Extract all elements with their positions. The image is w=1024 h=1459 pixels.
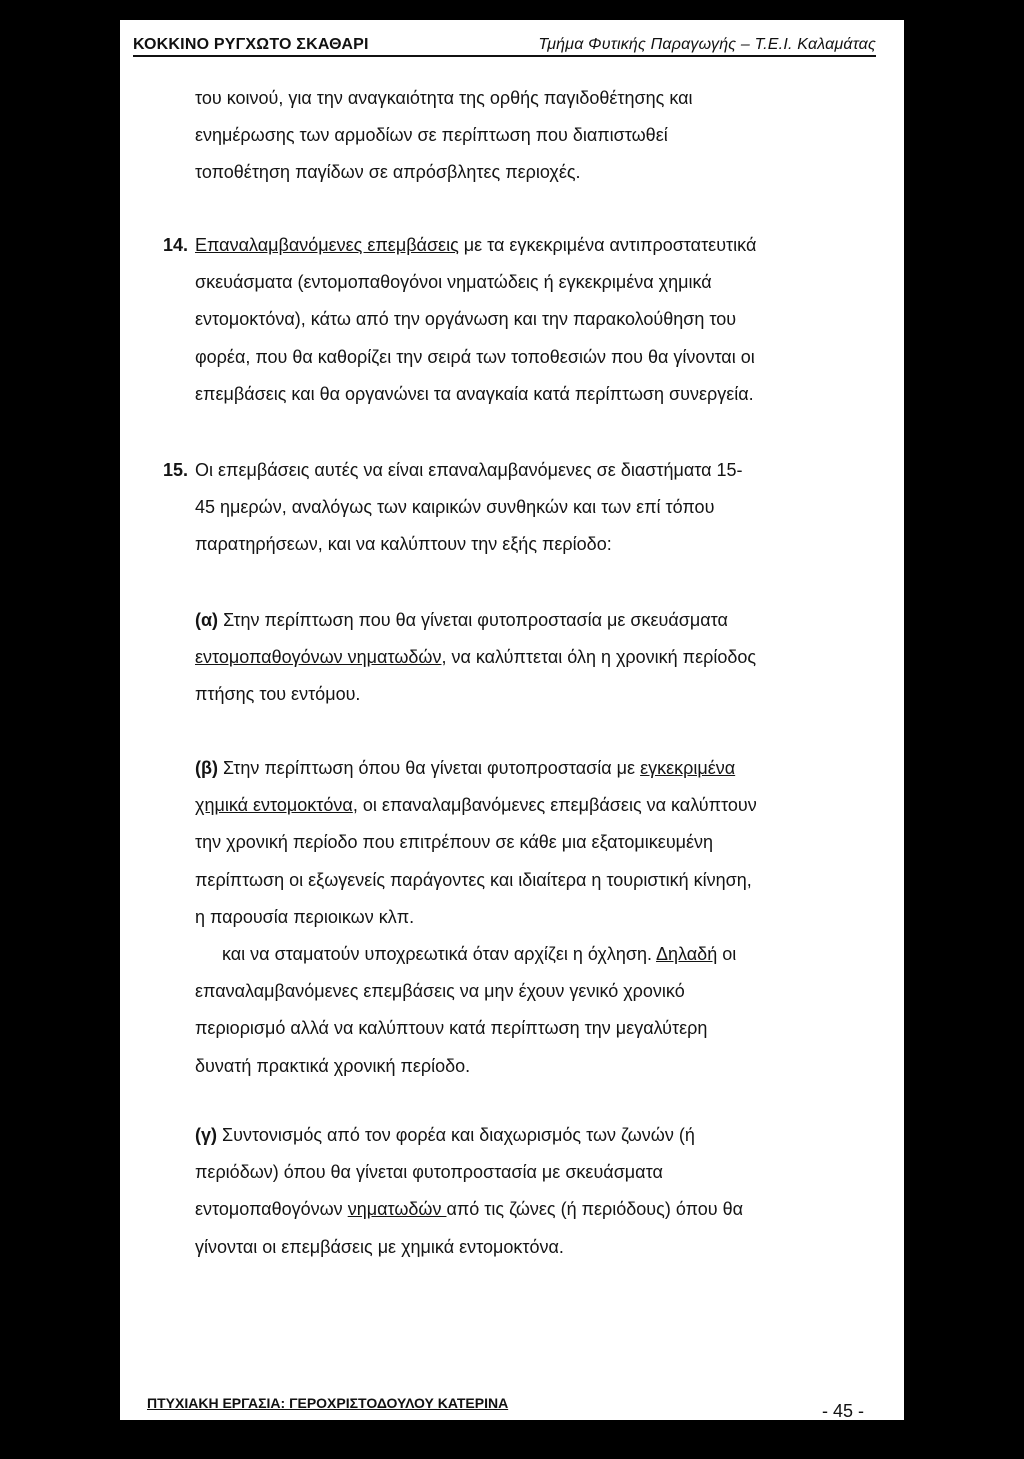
alpha-second-line xyxy=(195,639,871,676)
item-15-first-line xyxy=(163,452,871,489)
alpha-underlined: εντομοπαθογόνων νηματωδών xyxy=(195,647,442,668)
gamma-underlined: νηματωδών xyxy=(347,1199,447,1220)
page-number: - 45 - xyxy=(822,1401,865,1421)
item-14-rest: με τα εγκεκριμένα αντιπροστατευτικά xyxy=(458,235,757,255)
beta-line: η παρουσία περιοικων κλπ. xyxy=(195,906,415,927)
item-14-line: σκευάσματα (εντομοπαθογόνοι νηματώδεις ή εγκεκριμένα χημικά xyxy=(195,272,712,293)
gamma-pre: εντομοπαθογόνων xyxy=(195,1199,348,1220)
gamma-first-line xyxy=(195,1117,871,1154)
header-rule xyxy=(133,55,876,57)
item-14 xyxy=(163,227,871,413)
sub-item-gamma xyxy=(195,1117,871,1266)
sub-item-alpha xyxy=(195,602,871,714)
beta-after: , οι επαναλαμβανόμενες επεμβάσεις να καλύπτουν xyxy=(352,795,757,816)
item-14-underlined: Επαναλαμβανόμενες επεμβάσεις xyxy=(195,235,459,255)
item-14-line: επεμβάσεις και θα οργανώνει τα αναγκαία κατά περίπτωση συνεργεία. xyxy=(195,383,754,404)
beta-first: Στην περίπτωση όπου θα γίνεται φυτοπροστασία με xyxy=(217,758,641,778)
beta-underlined-3: Δηλαδή xyxy=(656,944,718,965)
beta-line: περίπτωση οι εξωγενείς παράγοντες και ιδιαίτερα η τουριστική κίνηση, xyxy=(195,869,752,890)
alpha-first-line xyxy=(195,602,871,639)
item-15-line: 45 ημερών, αναλόγως των καιρικών συνθηκών και των επί τόπου xyxy=(195,497,715,518)
beta-label: (β) xyxy=(195,758,218,778)
alpha-after: , να καλύπτεται όλη η χρονική περίοδος xyxy=(441,647,757,668)
gamma-last-line: γίνονται οι επεμβάσεις με χημικά εντομοκτόνα. xyxy=(195,1236,564,1257)
beta-line: την χρονική περίοδο που επιτρέπουν σε κάθε μια εξατομικευμένη xyxy=(195,832,714,853)
sub-item-beta xyxy=(195,750,871,1085)
gamma-line: περιόδων) όπου θα γίνεται φυτοπροστασία με σκευάσματα xyxy=(195,1162,663,1183)
gamma-label: (γ) xyxy=(195,1125,217,1145)
item-15-line: παρατηρήσεων, και να καλύπτουν την εξής περίοδο: xyxy=(195,534,612,555)
gamma-post: από τις ζώνες (ή περιόδους) όπου θα xyxy=(446,1199,744,1220)
intro-line: του κοινού, για την αναγκαιότητα της ορθής παγιδοθέτησης και xyxy=(195,88,693,108)
header-department: Τμήμα Φυτικής Παραγωγής – Τ.Ε.Ι. Καλαμάτας xyxy=(538,36,876,53)
item-14-first-line xyxy=(163,227,871,264)
intro-paragraph xyxy=(195,80,871,192)
beta-indent-after: οι xyxy=(717,944,737,965)
item-14-line: φορέα, που θα καθορίζει την σειρά των τοποθεσιών που θα γίνονται οι xyxy=(195,346,755,367)
intro-line: ενημέρωσης των αρμοδίων σε περίπτωση που διαπιστωθεί xyxy=(195,125,668,146)
gamma-third-line xyxy=(195,1191,871,1228)
beta-tail-line: δυνατή πρακτικά χρονική περίοδο. xyxy=(195,1055,471,1076)
beta-tail-line: επαναλαμβανόμενες επεμβάσεις να μην έχουν γενικό χρονικό xyxy=(195,981,685,1002)
beta-underlined-2: χημικά εντομοκτόνα xyxy=(195,795,353,816)
alpha-label: (α) xyxy=(195,610,219,630)
alpha-last-line: πτήσης του εντόμου. xyxy=(195,684,361,705)
beta-tail-line: περιορισμό αλλά να καλύπτουν κατά περίπτωση την μεγαλύτερη xyxy=(195,1018,708,1039)
header-title: ΚΟΚΚΙΝΟ ΡΥΓΧΩΤΟ ΣΚΑΘΑΡΙ xyxy=(133,36,369,53)
beta-indent-line xyxy=(195,936,871,973)
item-15-number: 15. xyxy=(163,460,189,480)
intro-line: τοποθέτηση παγίδων σε απρόσβλητες περιοχές. xyxy=(195,162,581,183)
item-14-line: εντομοκτόνα), κάτω από την οργάνωση και την παρακολούθηση του xyxy=(195,309,737,330)
footer-author: ΠΤΥΧΙΑΚΗ ΕΡΓΑΣΙΑ: ΓΕΡΟΧΡΙΣΤΟΔΟΥΛΟΥ ΚΑΤΕΡΙΝΑ xyxy=(147,1395,509,1411)
item-15 xyxy=(163,452,871,564)
beta-second-line xyxy=(195,787,871,824)
alpha-first: Στην περίπτωση που θα γίνεται φυτοπροστασία με σκευάσματα xyxy=(218,610,728,630)
beta-underlined-1: εγκεκριμένα xyxy=(640,758,736,778)
gamma-first: Συντονισμός από τον φορέα και διαχωρισμός των ζωνών (ή xyxy=(217,1125,695,1145)
item-15-first: Οι επεμβάσεις αυτές να είναι επαναλαμβανόμενες σε διαστήματα 15- xyxy=(195,460,743,480)
item-14-number: 14. xyxy=(163,235,189,255)
beta-first-line xyxy=(195,750,871,787)
beta-indent-text: και να σταματούν υποχρεωτικά όταν αρχίζει η όχληση. xyxy=(222,944,652,965)
